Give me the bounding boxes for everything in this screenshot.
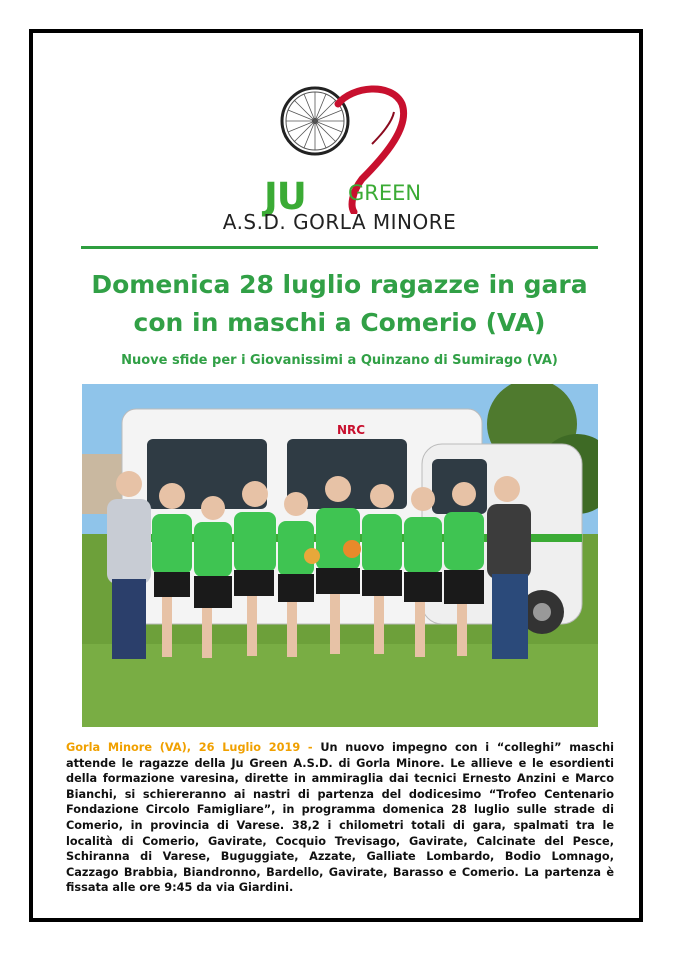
team-photo <box>82 384 598 727</box>
dateline: Gorla Minore (VA), 26 Luglio 2019 - <box>66 741 313 754</box>
article-body <box>66 740 614 896</box>
brand-prefix: JU <box>264 175 306 218</box>
club-name: A.S.D. GORLA MINORE <box>222 210 457 234</box>
headline-line-2: con in maschi a Comerio (VA) <box>133 308 546 337</box>
divider <box>81 246 598 249</box>
team-photo-illustration <box>82 384 598 727</box>
headline <box>40 266 639 342</box>
subheadline: Nuove sfide per i Giovanissimi a Quinzano di Sumirago (VA) <box>121 353 558 368</box>
headline-line-1: Domenica 28 luglio ragazze in gara <box>91 270 588 299</box>
body-text: Un nuovo impegno con i “colleghi” maschi attende le ragazze della Ju Green A.S.D. di Gorla Minore. Le allieve e le esordienti della formazione varesina, dirette in ammiraglia dai tecnici Ernesto Anzini e Marco Bianchi, si schiereranno ai nastri di partenza del dodicesimo “Trofeo Centenario Fondazione Circolo Famigliare”, in programma domenica 28 luglio sulle strade di Comerio, in provincia di Varese. 38,2 i chilometri totali di gara, spalmati tra le località di Comerio, Gavirate, Cocquio Trevisago, Gavirate, Calcinate del Pesce, Schiranna di Varese, Buguggiate, Azzate, Galliate Lombardo, Bodio Lomnago, Cazzago Brabbia, Biandronno, Bardello, Gavirate, Barasso e Comerio. La partenza è fissata alle ore 9:45 da via Giardini. <box>66 741 614 895</box>
brand-suffix: GREEN <box>348 181 422 205</box>
van-logo: NRC <box>337 423 366 437</box>
